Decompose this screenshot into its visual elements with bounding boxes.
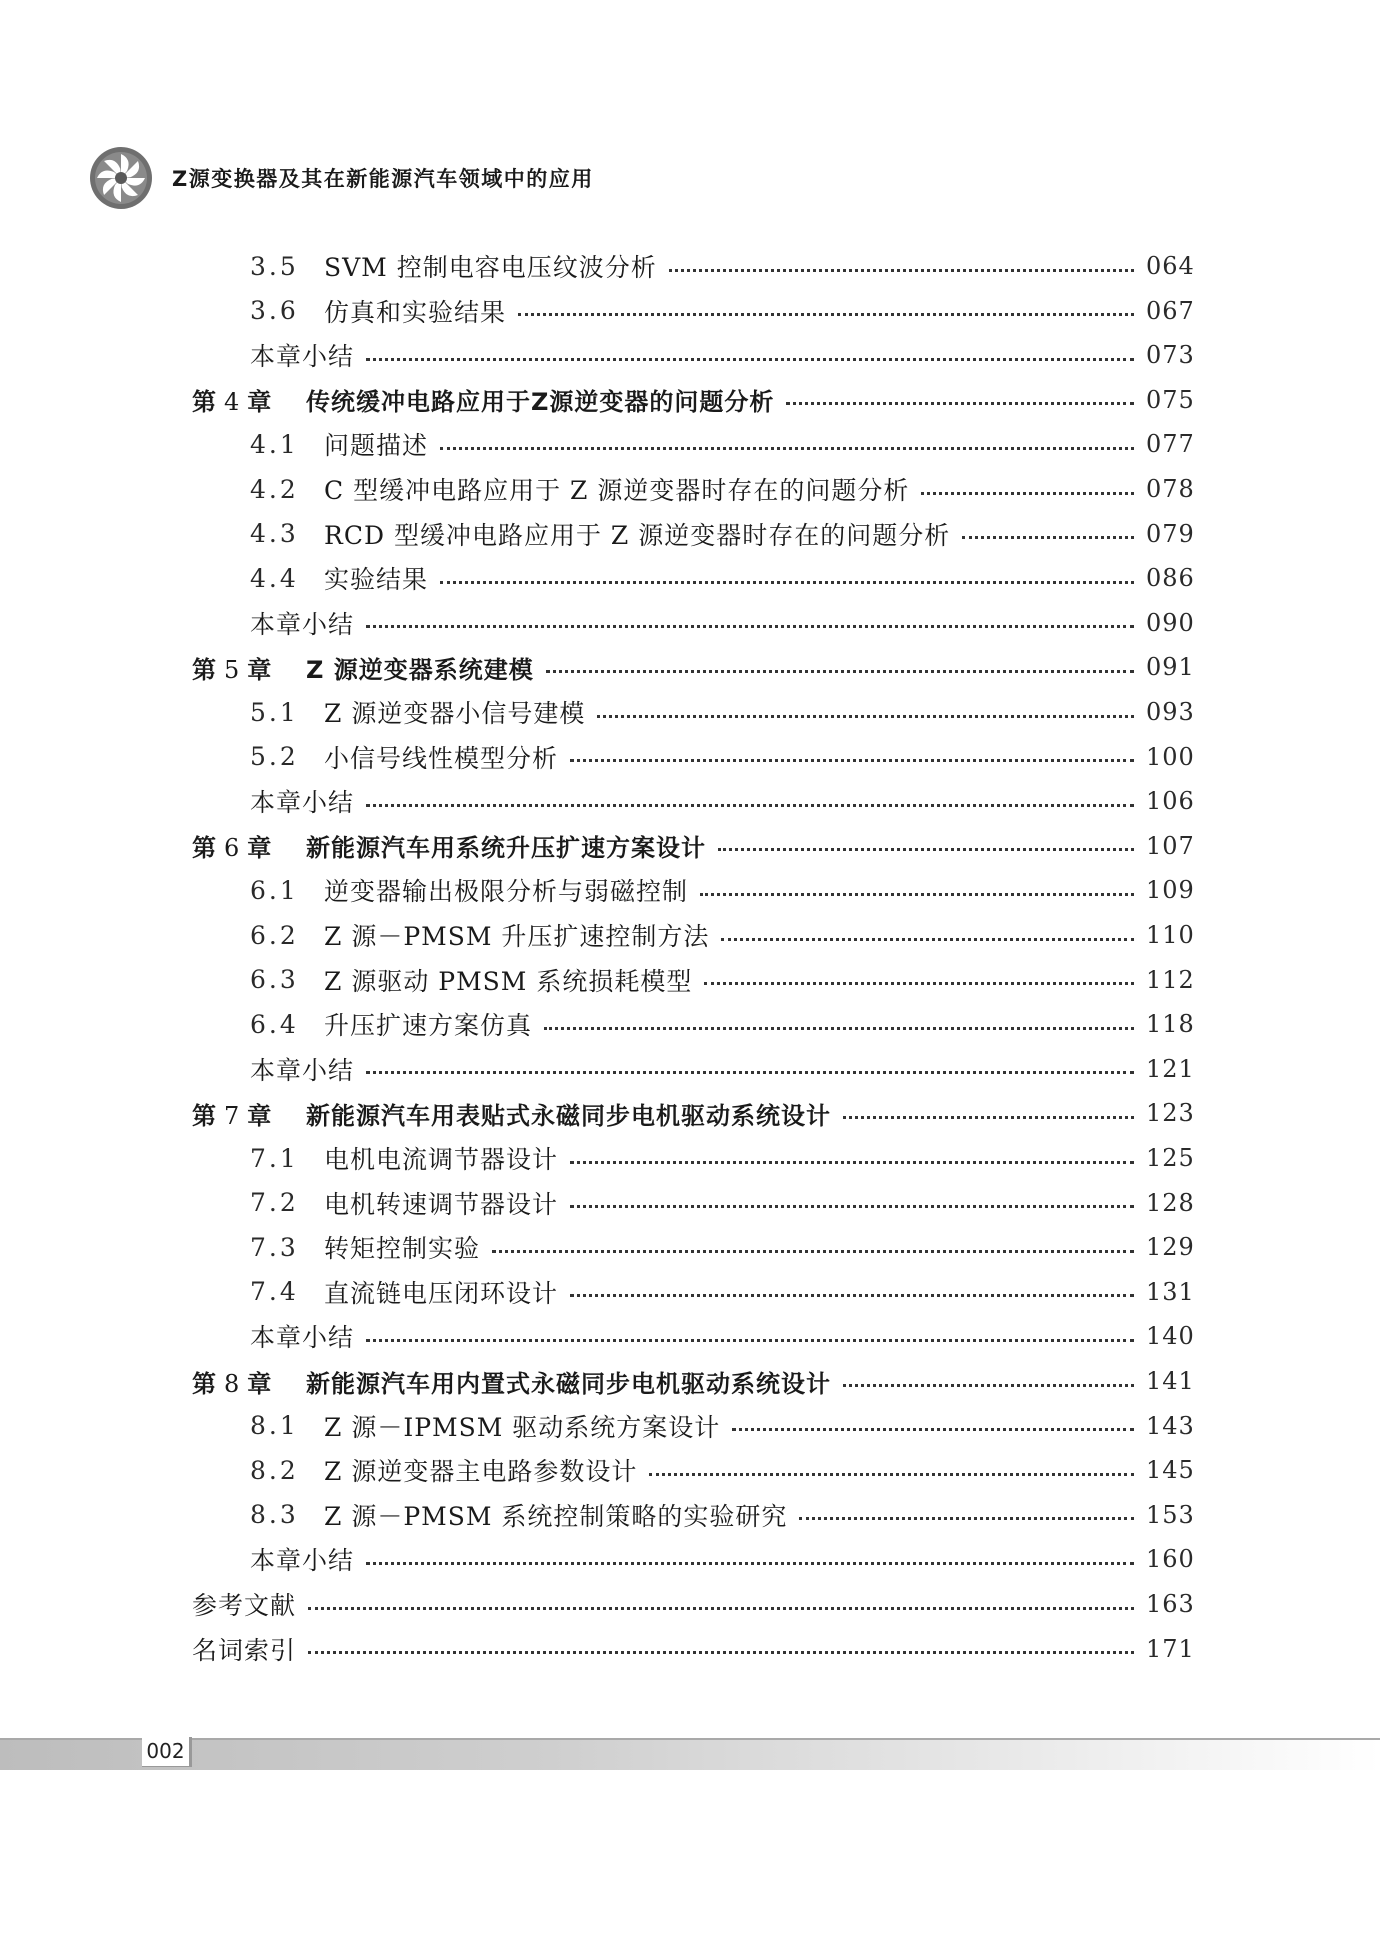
entry-title: 实验结果 — [324, 565, 429, 595]
toc-entry-section[interactable] — [192, 289, 1195, 333]
toc-entry-back[interactable] — [192, 1627, 1195, 1671]
section-number: 5.2 — [250, 742, 299, 772]
toc-entry-summary[interactable] — [192, 1314, 1195, 1358]
toc-entry-section[interactable] — [192, 1493, 1195, 1537]
section-number: 3.6 — [250, 296, 299, 326]
page-ref: 064 — [1146, 252, 1195, 280]
toc-entry-summary[interactable] — [192, 333, 1195, 377]
book-title: Z源变换器及其在新能源汽车领域中的应用 — [172, 167, 594, 191]
chapter-number: 7 — [224, 1101, 240, 1130]
entry-title: 电机转速调节器设计 — [324, 1189, 559, 1219]
page-ref: 109 — [1146, 876, 1195, 905]
page-ref: 140 — [1146, 1322, 1195, 1351]
page-ref: 171 — [1146, 1634, 1195, 1663]
chapter-prefix: 第 — [192, 1101, 216, 1130]
chapter-label — [192, 382, 306, 417]
dot-leader — [799, 1517, 1134, 1520]
page-ref: 128 — [1146, 1188, 1195, 1217]
chapter-prefix: 第 — [192, 834, 216, 863]
dot-leader — [786, 402, 1134, 405]
section-number: 6.3 — [250, 965, 299, 995]
chapter-label — [192, 1096, 306, 1131]
chapter-suffix: 章 — [247, 1369, 272, 1398]
page-ref: 118 — [1146, 1010, 1195, 1039]
entry-title: Z 源－PMSM 升压扩速控制方法 — [324, 922, 710, 951]
page-ref: 100 — [1146, 742, 1195, 771]
entry-title: 新能源汽车用内置式永磁同步电机驱动系统设计 — [306, 1369, 831, 1398]
toc-entry-chapter[interactable] — [192, 645, 1195, 689]
dot-leader — [921, 492, 1134, 495]
toc-entry-section[interactable] — [192, 244, 1195, 288]
toc-entry-chapter[interactable] — [192, 1359, 1195, 1403]
dot-leader — [570, 1161, 1134, 1164]
chapter-number: 8 — [224, 1369, 240, 1398]
page-ref: 090 — [1146, 608, 1195, 637]
dot-leader — [492, 1250, 1134, 1253]
page-ref: 093 — [1146, 698, 1195, 726]
section-number: 7.3 — [250, 1232, 299, 1262]
entry-title: RCD 型缓冲电路应用于 Z 源逆变器时存在的问题分析 — [324, 520, 951, 550]
toc-entry-section[interactable] — [192, 1136, 1195, 1180]
toc-entry-summary[interactable] — [192, 601, 1195, 645]
page-ref: 067 — [1146, 296, 1195, 325]
entry-title: 转矩控制实验 — [324, 1234, 481, 1264]
dot-leader — [732, 1428, 1134, 1431]
entry-title: 本章小结 — [250, 1323, 355, 1353]
chapter-suffix: 章 — [247, 655, 272, 684]
chapter-prefix: 第 — [192, 655, 216, 684]
page-ref: 143 — [1146, 1411, 1195, 1440]
dot-leader — [440, 581, 1134, 584]
toc-entry-section[interactable] — [192, 868, 1195, 912]
entry-title: SVM 控制电容电压纹波分析 — [324, 253, 657, 282]
page-ref: 086 — [1146, 564, 1195, 593]
entry-title: 本章小结 — [250, 1546, 355, 1576]
entry-title: 升压扩速方案仿真 — [324, 1011, 533, 1041]
section-number: 8.2 — [250, 1455, 299, 1485]
entry-title: 仿真和实验结果 — [324, 297, 507, 327]
entry-title: 问题描述 — [324, 431, 429, 461]
dot-leader — [308, 1651, 1134, 1654]
section-number: 6.1 — [250, 875, 299, 905]
section-number: 4.3 — [250, 519, 299, 549]
chapter-number: 5 — [224, 655, 240, 684]
toc-entry-back[interactable] — [192, 1582, 1195, 1626]
entry-title: C 型缓冲电路应用于 Z 源逆变器时存在的问题分析 — [324, 476, 910, 505]
toc-entry-chapter[interactable] — [192, 378, 1195, 422]
page-ref: 121 — [1146, 1054, 1195, 1083]
footer-divider — [0, 1738, 1380, 1740]
page-number: 002 — [142, 1737, 192, 1767]
entry-title: 本章小结 — [250, 1055, 355, 1085]
dot-leader — [843, 1116, 1134, 1119]
toc-entry-section[interactable] — [192, 512, 1195, 556]
section-number: 8.3 — [250, 1500, 299, 1530]
dot-leader — [366, 625, 1134, 628]
toc-entry-section[interactable] — [192, 422, 1195, 466]
page-ref: 131 — [1146, 1277, 1195, 1306]
page-ref: 145 — [1146, 1456, 1195, 1485]
dot-leader — [649, 1473, 1134, 1476]
section-number: 4.1 — [250, 429, 299, 459]
toc-entry-section[interactable] — [192, 1002, 1195, 1046]
toc-entry-section[interactable] — [192, 690, 1195, 734]
entry-title: 新能源汽车用表贴式永磁同步电机驱动系统设计 — [306, 1101, 831, 1130]
toc-entry-summary[interactable] — [192, 1047, 1195, 1091]
footer-bar — [0, 1740, 1380, 1770]
dot-leader — [570, 1205, 1134, 1208]
page-ref: 077 — [1146, 430, 1195, 459]
dot-leader — [962, 536, 1134, 539]
entry-title: Z 源逆变器系统建模 — [306, 655, 534, 684]
section-number: 3.5 — [250, 251, 299, 281]
entry-title: 本章小结 — [250, 609, 355, 639]
page-ref: 079 — [1146, 519, 1195, 548]
dot-leader — [440, 447, 1134, 450]
entry-title: Z 源－IPMSM 驱动系统方案设计 — [324, 1412, 721, 1442]
toc-entry-section[interactable] — [192, 1181, 1195, 1225]
entry-title: Z 源逆变器小信号建模 — [324, 699, 586, 728]
toc-entry-summary[interactable] — [192, 779, 1195, 823]
toc-entry-chapter[interactable] — [192, 1091, 1195, 1135]
toc-entry-section[interactable] — [192, 1270, 1195, 1314]
page-ref: 091 — [1146, 653, 1195, 682]
entry-title: 逆变器输出极限分析与弱磁控制 — [324, 877, 689, 907]
chapter-label — [192, 650, 306, 685]
dot-leader — [700, 893, 1134, 896]
entry-title: 传统缓冲电路应用于Z源逆变器的问题分析 — [306, 388, 775, 417]
chapter-suffix: 章 — [247, 1101, 272, 1130]
dot-leader — [718, 848, 1134, 851]
chapter-suffix: 章 — [247, 388, 272, 417]
section-number: 7.4 — [250, 1277, 299, 1307]
entry-title: 直流链电压闭环设计 — [324, 1278, 559, 1308]
dot-leader — [669, 269, 1134, 272]
dot-leader — [308, 1607, 1134, 1610]
chapter-suffix: 章 — [247, 834, 272, 863]
page-ref: 112 — [1146, 965, 1195, 994]
dot-leader — [366, 358, 1134, 361]
entry-title: Z 源－PMSM 系统控制策略的实验研究 — [324, 1501, 788, 1531]
chapter-number: 4 — [224, 388, 240, 417]
chapter-label — [192, 1364, 306, 1399]
entry-title: Z 源逆变器主电路参数设计 — [324, 1457, 638, 1487]
dot-leader — [570, 1294, 1134, 1297]
page-ref: 123 — [1146, 1099, 1195, 1128]
section-number: 4.2 — [250, 474, 299, 504]
entry-title: 名词索引 — [192, 1635, 297, 1665]
dot-leader — [366, 804, 1134, 807]
section-number: 7.1 — [250, 1143, 299, 1173]
page-ref: 129 — [1146, 1233, 1195, 1262]
chapter-prefix: 第 — [192, 388, 216, 417]
section-number: 5.1 — [250, 697, 299, 727]
toc-entry-summary[interactable] — [192, 1537, 1195, 1581]
dot-leader — [366, 1339, 1134, 1342]
dot-leader — [544, 1027, 1134, 1030]
page-ref: 153 — [1146, 1500, 1195, 1529]
entry-title: Z 源驱动 PMSM 系统损耗模型 — [324, 966, 693, 996]
page-ref: 160 — [1146, 1545, 1195, 1574]
section-number: 6.4 — [250, 1009, 299, 1039]
toc-entry-section[interactable] — [192, 735, 1195, 779]
toc-entry-section[interactable] — [192, 958, 1195, 1002]
dot-leader — [704, 982, 1134, 985]
entry-title: 电机电流调节器设计 — [324, 1145, 559, 1174]
page-ref: 125 — [1146, 1144, 1195, 1172]
toc-entry-section[interactable] — [192, 556, 1195, 600]
page-ref: 107 — [1146, 831, 1195, 860]
page-ref: 163 — [1146, 1590, 1195, 1618]
page-ref: 078 — [1146, 475, 1195, 503]
page-ref: 110 — [1146, 921, 1195, 949]
toc-entry-section[interactable] — [192, 1448, 1195, 1492]
toc-entry-chapter[interactable] — [192, 824, 1195, 868]
dot-leader — [721, 938, 1134, 941]
toc-entry-section[interactable] — [192, 913, 1195, 957]
entry-title: 新能源汽车用系统升压扩速方案设计 — [306, 834, 706, 863]
entry-title: 参考文献 — [192, 1591, 297, 1620]
page-ref: 141 — [1146, 1367, 1195, 1395]
section-number: 6.2 — [250, 920, 299, 950]
dot-leader — [597, 715, 1134, 718]
entry-title: 本章小结 — [250, 342, 355, 372]
dot-leader — [546, 670, 1134, 673]
toc-entry-section[interactable] — [192, 467, 1195, 511]
dot-leader — [518, 313, 1134, 316]
running-header — [88, 145, 594, 211]
toc-entry-section[interactable] — [192, 1225, 1195, 1269]
section-number: 8.1 — [250, 1411, 299, 1441]
pinwheel-logo-icon — [88, 145, 154, 211]
entry-title: 本章小结 — [250, 788, 355, 818]
section-number: 4.4 — [250, 563, 299, 593]
chapter-number: 6 — [224, 834, 240, 863]
page-ref: 106 — [1146, 787, 1195, 816]
entry-title: 小信号线性模型分析 — [324, 743, 559, 773]
section-number: 7.2 — [250, 1188, 299, 1218]
dot-leader — [843, 1384, 1134, 1387]
page-ref: 073 — [1146, 341, 1195, 370]
dot-leader — [570, 759, 1134, 762]
dot-leader — [366, 1562, 1134, 1565]
chapter-label — [192, 828, 306, 863]
toc-entry-section[interactable] — [192, 1404, 1195, 1448]
dot-leader — [366, 1071, 1134, 1074]
chapter-prefix: 第 — [192, 1369, 216, 1398]
page-ref: 075 — [1146, 385, 1195, 414]
